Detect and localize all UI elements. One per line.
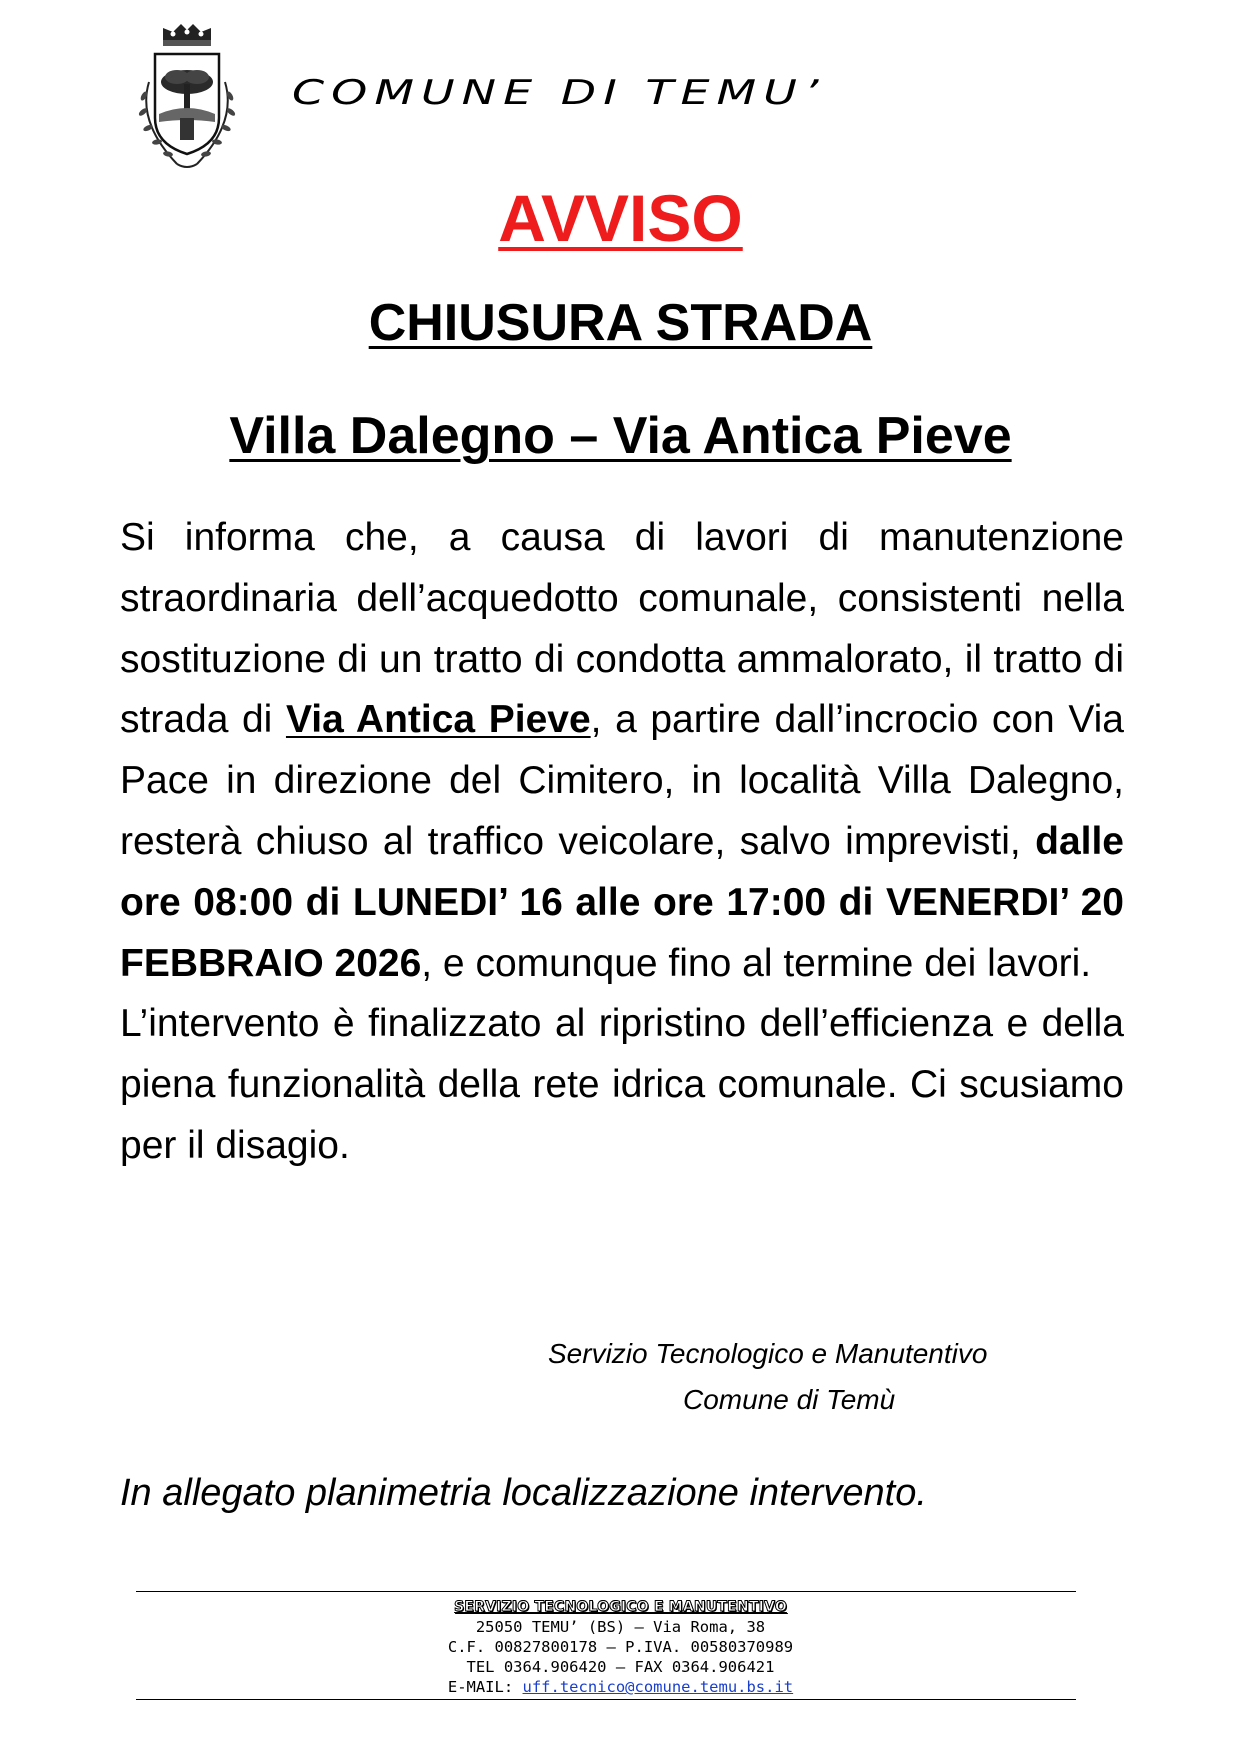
- signature-municipality: Comune di Temù: [683, 1384, 896, 1415]
- notice-label: AVVISO: [498, 181, 743, 255]
- signature-office: Servizio Tecnologico e Manutentivo: [548, 1338, 988, 1369]
- footer-divider-top: [136, 1591, 1076, 1592]
- closure-dates: dalle ore 08:00 di LUNEDI’ 16 alle ore 17:00 di VENERDI’ 20 FEBBRAIO 2026: [120, 819, 1124, 985]
- body-text-part: , a partire dall’incrocio con Via Pace in direzione del Cimitero, in località Villa Dalegno, resterà chiuso al traffico veicolare, salvo imprevisti,: [120, 698, 1124, 863]
- notice-location: Villa Dalegno – Via Antica Pieve: [229, 407, 1012, 465]
- municipal-crest-icon: [133, 22, 241, 172]
- footer-address: 25050 TEMU’ (BS) – Via Roma, 38: [475, 1618, 766, 1636]
- footer-phone: TEL 0364.906420 – FAX 0364.906421: [466, 1658, 775, 1676]
- notice-paragraph-1: [120, 508, 1124, 994]
- footer: [0, 1597, 1241, 1697]
- notice-heading: CHIUSURA STRADA: [368, 294, 873, 352]
- body-text-part: , e comunque fino al termine dei lavori.: [421, 941, 1092, 985]
- footer-fiscal: C.F. 00827800178 – P.IVA. 00580370989: [447, 1638, 794, 1656]
- footer-email-line: [0, 1677, 1241, 1697]
- footer-office: SERVIZIO TECNOLOGICO E MANUTENTIVO: [454, 1599, 787, 1615]
- notice-paragraph-2: L’intervento è finalizzato al ripristino dell’efficienza e della piena funzionalità della rete idrica comunale. Ci scusiamo per il disagio.: [120, 1002, 1124, 1167]
- footer-divider-bottom: [136, 1699, 1076, 1700]
- street-name: Via Antica Pieve: [285, 698, 591, 742]
- notice-body: [120, 508, 1124, 1177]
- footer-email-label: E-MAIL:: [447, 1678, 523, 1696]
- municipality-title: COMUNE DI TEMU’: [292, 72, 826, 112]
- attachment-note: In allegato planimetria localizzazione intervento.: [120, 1472, 927, 1514]
- footer-email-link[interactable]: uff.tecnico@comune.temu.bs.it: [522, 1678, 794, 1696]
- body-text-part: Si informa che, a causa di lavori di manutenzione straordinaria dell’acquedotto comunale, consistenti nella sostituzione di un tratto di condotta ammalorato, il tratto di strada di: [120, 516, 1124, 742]
